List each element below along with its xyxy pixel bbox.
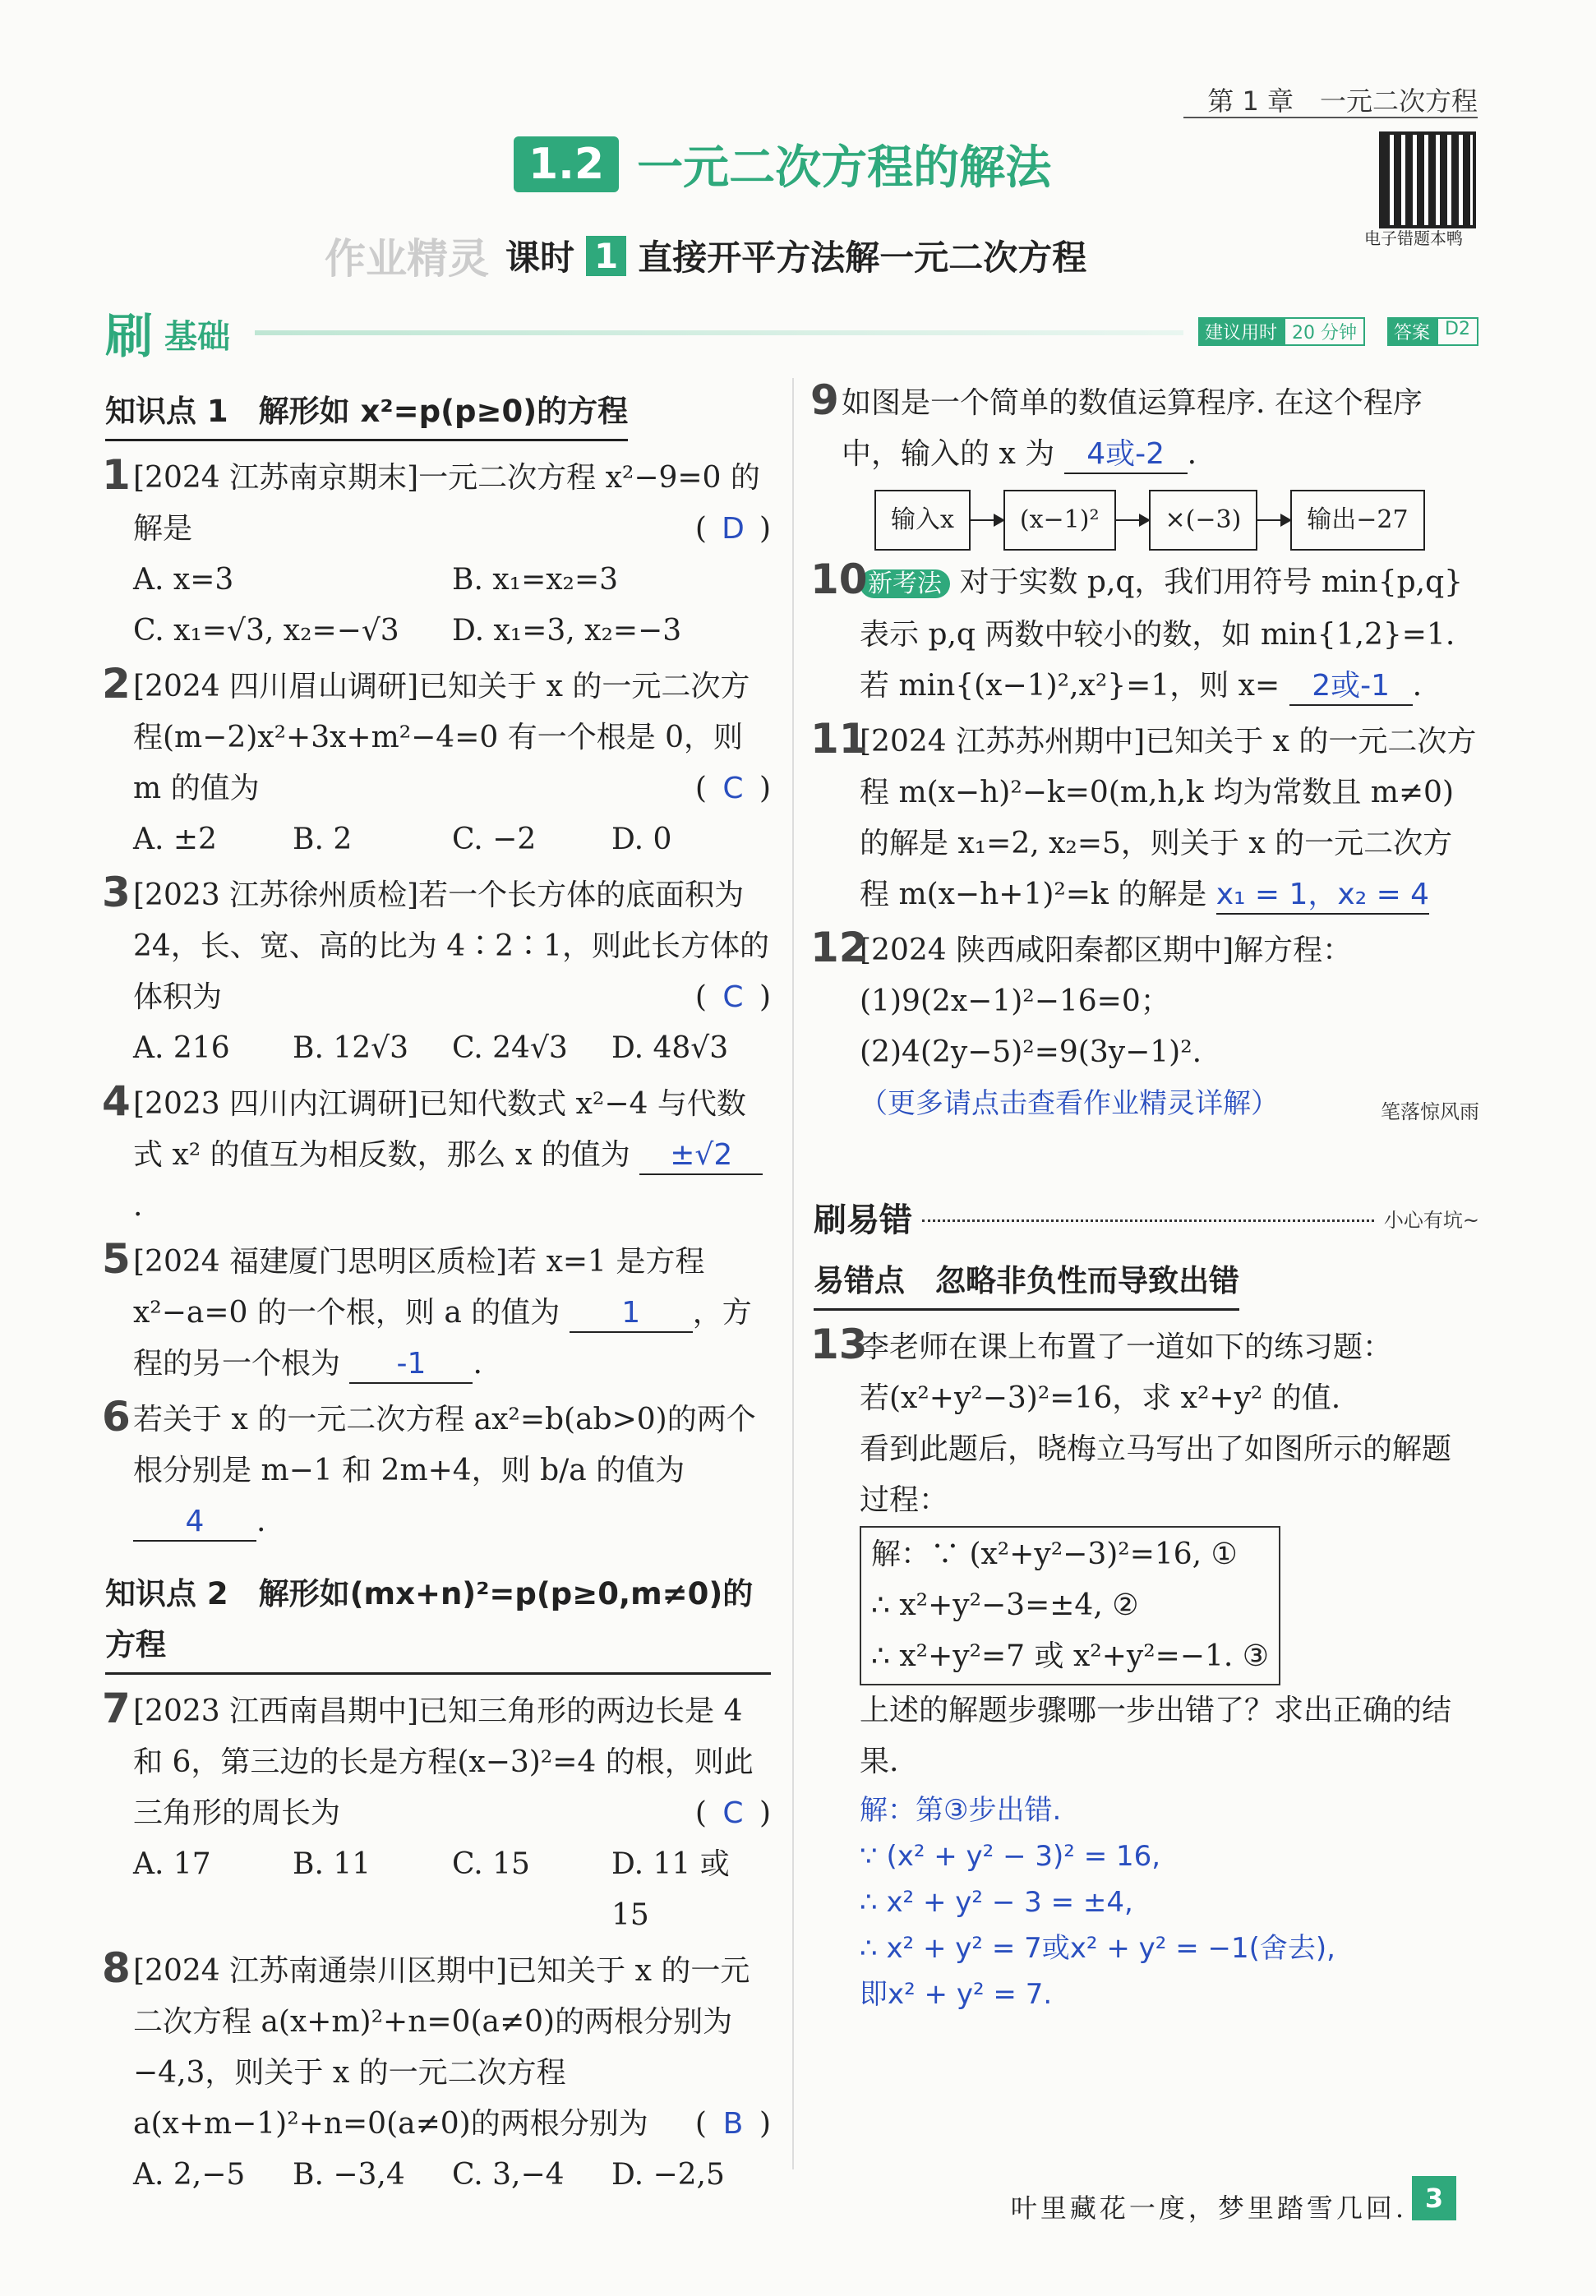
question-12 [810,924,1479,1129]
option-c: C. 24√3 [452,1031,568,1065]
option-b: B. 11 [293,1847,371,1881]
page-number: 3 [1412,2176,1456,2220]
question-number: 3 [102,869,131,916]
option-d: D. −2,5 [611,2158,725,2192]
question-13 [810,1321,1479,2017]
answer: C [722,772,744,805]
option-d: D. x₁=3, x₂=−3 [452,614,682,648]
band-sub: 基础 [164,318,230,356]
question-text: [2024 陕西咸阳秦都区期中]解方程： [860,934,1353,967]
more-solutions-link[interactable]: （更多请点击查看作业精灵详解） [860,1087,1279,1120]
solution-step-3: ∴ x²+y²=7 或 x²+y²=−1. ③ [871,1639,1270,1673]
watermark: 作业精灵 [325,234,489,283]
question-text: [2023 四川内江调研]已知代数式 x²−4 与代数式 x² 的值互为相反数，那么 x 的值为 [133,1087,746,1172]
answer-bracket: ( D ) [695,504,771,555]
right-column [810,376,1479,2022]
doodle-caption: 笔落惊风雨 [1381,1100,1479,1123]
option-b: B. x₁=x₂=3 [452,563,619,597]
new-method-tag: 新考法 [860,569,950,598]
question-6: 6 若关于 x 的一元二次方程 ax²=b(ab>0)的两个根分别是 m−1 和 2m+4，则 b/a 的值为 4 . [105,1395,771,1547]
time-value: 20 分钟 [1284,317,1365,346]
question-9: 9 如图是一个简单的数值运算程序. 在这个程序中，输入的 x 为 4或-2 . 输入x (x−1)² ×(−3) 输出−27 [814,378,1479,551]
student-solution-box [860,1526,1280,1685]
answer: C [722,980,744,1014]
question-11 [810,715,1479,920]
question-4: 4 [2023 四川内江调研]已知代数式 x²−4 与代数式 x² 的值互为相反数，那么 x 的值为 ±√2. [105,1079,771,1232]
question-number: 10 [810,556,868,603]
question-ask: 上述的解题步骤哪一步出错了？求出正确的结果. [860,1694,1452,1778]
solution-line-1: 解：第③步出错. [860,1794,1062,1827]
section-number: 1.2 [514,136,619,192]
solution-step-1: 解：∵ (x²+y²−3)²=16, ① [871,1538,1238,1571]
question-3 [102,869,771,1074]
knowledge-point-2: 知识点 2 解形如(mx+n)²=p(p≥0,m≠0)的方程 [105,1569,771,1675]
flow-step-multiply: ×(−3) [1149,490,1258,551]
band-label: 刷 [105,308,154,364]
answer-page: D2 [1437,317,1478,346]
question-text-b: ，方程的另一个根为 [133,1296,752,1381]
error-band-note: 小心有坑~ [1383,1209,1479,1232]
answer-bracket: ( B ) [695,2099,771,2150]
option-a: A. ±2 [133,823,217,856]
answer-bracket: ( C ) [695,972,771,1023]
options [133,1023,771,1074]
question-number: 8 [102,1944,131,1992]
question-1 [102,451,771,657]
answer: B [722,2107,744,2141]
option-c: C. x₁=√3, x₂=−√3 [133,614,399,648]
error-band-rule [922,1219,1374,1222]
option-c: C. 15 [452,1847,530,1881]
answer-blank: 2或-1 [1289,668,1413,706]
question-number: 2 [102,660,131,708]
question-text: [2023 江苏徐州质检]若一个长方体的底面积为 24，长、宽、高的比为 4∶2∶1，则此长方体的体积为 [133,878,769,1014]
question-10: 10 新考法 对于实数 p,q，我们用符号 min{p,q} 表示 p,q 两数中较小的数，如 min{1,2}=1. 若 min{(x−1)²,x²}=1，则 x= 2或-1 . [814,557,1479,712]
lesson-prefix: 课时 [505,237,575,278]
question-number: 6 [102,1393,131,1441]
answer-tag [1387,317,1478,346]
question-number: 12 [810,924,868,971]
options [133,2150,771,2201]
solution-step-2: ∴ x²+y²−3=±4, ② [871,1588,1139,1622]
question-text: [2024 江苏南京期末]一元二次方程 x²−9=0 的解是 [133,461,760,546]
question-number: 1 [102,451,131,499]
option-c: C. −2 [452,823,537,856]
answer: D [722,512,745,546]
section-title-block [514,131,1051,197]
question-number: 13 [810,1321,868,1368]
answer-bracket: ( C ) [695,1788,771,1839]
knowledge-point-1: 知识点 1 解形如 x²=p(p≥0)的方程 [105,386,628,441]
arrow-icon [1116,519,1149,521]
answer-bracket: ( C ) [695,763,771,814]
answer-key: 答案 [1387,317,1437,346]
question-number: 9 [810,376,839,424]
solution-line-2: ∵ (x² + y² − 3)² = 16, [860,1840,1161,1873]
question-8 [102,1944,771,2201]
options [133,1839,771,1941]
chapter-header: 第 1 章 一元二次方程 [1207,85,1478,117]
lesson-number: 1 [586,236,626,276]
time-tag [1198,317,1365,346]
answer-blank-b: -1 [349,1346,473,1384]
answer-blank: 4或-2 [1064,436,1188,474]
question-text: 李老师在课上布置了一道如下的练习题： [860,1330,1393,1364]
answer: C [722,1796,744,1830]
question-text: 对于实数 p,q，我们用符号 min{p,q} 表示 p,q 两数中较小的数，如 min{1,2}=1. 若 min{(x−1)²,x²}=1，则 x= [860,565,1464,703]
flow-output: 输出−27 [1290,490,1424,551]
question-text: 如图是一个简单的数值运算程序. 在这个程序中，输入的 x 为 [842,386,1423,471]
question-text: 若关于 x 的一元二次方程 ax²=b(ab>0)的两个根分别是 m−1 和 2m+4，则 b/a 的值为 [133,1403,756,1487]
option-b: B. 2 [293,823,353,856]
option-d: D. 11 或 15 [611,1847,730,1932]
question-number: 4 [102,1077,131,1125]
answer-blank: x₁ = 1，x₂ = 4 [1216,877,1429,915]
question-number: 5 [102,1235,131,1283]
band-rule [255,330,1183,335]
equation-2: (2)4(2y−5)²=9(3y−1)². [860,1035,1202,1069]
column-divider [792,378,794,2169]
option-a: A. x=3 [133,563,234,597]
options [133,555,771,657]
lesson-title-block [325,226,1086,285]
option-b: B. 12√3 [293,1031,408,1065]
answer-blank-a: 1 [570,1295,693,1333]
arrow-icon [971,519,1003,521]
option-a: A. 2,−5 [133,2158,246,2192]
footer-poem: 叶里藏花一度，梦里踏雪几回. [1010,2192,1407,2224]
question-text: [2024 福建厦门思明区质检]若 x=1 是方程 x²−a=0 的一个根，则 a 的值为 [133,1245,705,1330]
error-point: 易错点 忽略非负性而导致出错 [814,1256,1239,1311]
left-column [102,386,771,2206]
answer-blank: 4 [133,1504,256,1542]
question-text: [2024 江苏苏州期中]已知关于 x 的一元二次方程 m(x−h)²−k=0(m,h,k 均为常数且 m≠0)的解是 x₁=2, x₂=5，则关于 x 的一元二次方程 m(x−h+1)²=k 的解是 [860,725,1477,911]
question-number: 7 [102,1685,131,1732]
question-text: [2024 四川眉山调研]已知关于 x 的一元二次方程(m−2)x²+3x+m²−4=0 有一个根是 0，则 m 的值为 [133,670,750,805]
flow-input: 输入x [874,490,971,551]
question-7 [102,1685,771,1941]
question-number: 11 [810,715,868,763]
answer-blank: ±√2 [639,1137,763,1175]
qr-code-icon[interactable] [1379,131,1476,228]
solution-line-3: ∴ x² + y² − 3 = ±4, [860,1886,1133,1919]
error-band [814,1195,1479,1246]
question-line-1: 若(x²+y²−3)²=16，求 x²+y² 的值. [860,1381,1341,1415]
question-text: [2023 江西南昌期中]已知三角形的两边长是 4 和 6，第三边的长是方程(x−3)²=4 的根，则此三角形的周长为 [133,1694,754,1830]
option-c: C. 3,−4 [452,2158,565,2192]
section-title: 一元二次方程的解法 [637,141,1052,195]
equation-1: (1)9(2x−1)²−16=0； [860,984,1170,1018]
question-text: [2024 江苏南通崇川区期中]已知关于 x 的一元二次方程 a(x+m)²+n=0(a≠0)的两根分别为−4,3，则关于 x 的一元二次方程 a(x+m−1)²+n=0(a≠0)的两根分别为 [133,1954,750,2141]
lesson-title: 直接开平方法解一元二次方程 [638,237,1087,278]
error-band-label: 刷易错 [814,1201,912,1239]
program-flowchart [874,490,1479,551]
question-line-2: 看到此题后，晓梅立马写出了如图所示的解题过程： [860,1432,1452,1517]
option-d: D. 0 [611,823,672,856]
header-rule [1183,117,1478,118]
handwritten-solution [860,1787,1479,2017]
qr-label: 电子错题本鸭 [1364,228,1463,248]
question-5: 5 [2024 福建厦门思明区质检]若 x=1 是方程 x²−a=0 的一个根，则 a 的值为 1 ，方程的另一个根为 -1 . [105,1237,771,1390]
option-b: B. −3,4 [293,2158,405,2192]
solution-line-4: ∴ x² + y² = 7或x² + y² = −1(舍去), [860,1932,1335,1965]
option-d: D. 48√3 [611,1031,729,1065]
options [133,814,771,865]
arrow-icon [1257,519,1290,521]
solution-line-5: 即x² + y² = 7. [860,1978,1053,2011]
option-a: A. 216 [133,1031,230,1065]
option-a: A. 17 [133,1847,211,1881]
time-key: 建议用时 [1198,317,1284,346]
question-2 [102,660,771,865]
flow-step-square: (x−1)² [1003,490,1116,551]
